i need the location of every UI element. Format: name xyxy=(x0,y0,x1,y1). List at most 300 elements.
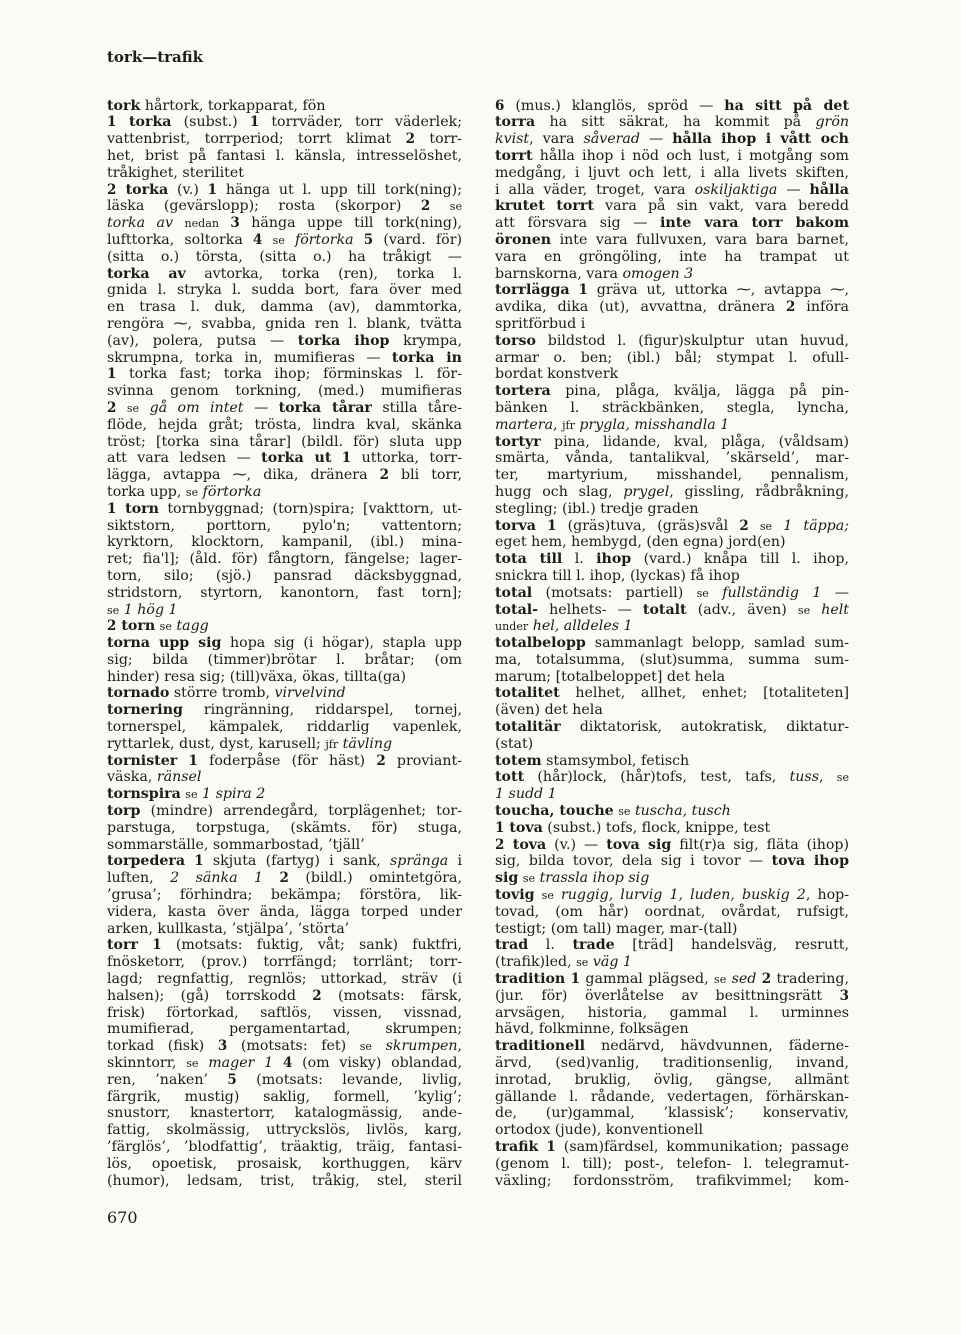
definition-text xyxy=(139,400,149,416)
definition-text: frisk) förtorkad, saftlös, vissen, vissnad, xyxy=(107,1004,462,1021)
cross-reference: tuscha, tusch xyxy=(634,803,731,820)
cross-reference: sed xyxy=(731,971,757,988)
dictionary-line xyxy=(107,736,462,753)
entry-headword: tradition xyxy=(495,971,566,988)
definition-text xyxy=(273,1055,283,1071)
definition-text: (stat) xyxy=(495,735,534,752)
definition-text: flöde, hejda gråt; trösta, lindra kval, skänka xyxy=(107,416,462,433)
dictionary-line xyxy=(107,585,462,602)
sense-number: 3 xyxy=(839,987,849,1004)
dictionary-line xyxy=(495,568,849,585)
definition-text: luften, xyxy=(107,870,171,887)
bold-phrase: torrt xyxy=(495,147,533,164)
definition-text: hålla ihop i nöd och lust, i motgång som xyxy=(532,147,849,164)
bold-phrase: hålla ihop i vått och xyxy=(672,131,849,148)
dictionary-line xyxy=(495,366,849,383)
dictionary-line xyxy=(107,148,462,165)
reference-label: se xyxy=(186,1057,199,1071)
entry-headword: tornering xyxy=(107,702,183,719)
dictionary-line xyxy=(107,467,462,484)
cross-reference: 2 sänka 1 xyxy=(170,870,264,887)
dictionary-line xyxy=(107,215,462,232)
entry-headword: tortera xyxy=(495,383,551,400)
dictionary-line xyxy=(107,400,462,417)
definition-text: växling; fordonsström, trafikvimmel; kom- xyxy=(495,1172,849,1189)
dictionary-line xyxy=(107,669,462,686)
definition-text: (mindre) arrendegård, torplägenhet; tor- xyxy=(140,803,462,820)
dictionary-line xyxy=(495,299,849,316)
dictionary-line xyxy=(495,450,849,467)
entry-headword: trade xyxy=(572,937,615,954)
dictionary-line xyxy=(495,870,849,887)
dictionary-line xyxy=(495,165,849,182)
bold-phrase: öronen xyxy=(495,231,552,248)
definition-text: tråkighet, sterilitet xyxy=(107,164,244,181)
reference-label: se xyxy=(159,620,172,634)
dictionary-line xyxy=(107,820,462,837)
definition-text: större tromb, xyxy=(169,685,275,702)
dictionary-line xyxy=(495,518,849,535)
dictionary-line xyxy=(495,719,849,736)
bold-phrase: sig xyxy=(495,870,519,887)
cross-reference: gå om intet xyxy=(149,399,244,416)
definition-text: (bildl.) omintetgöra, xyxy=(288,870,463,887)
sense-number: 2 xyxy=(107,399,117,416)
definition-text: bli torr, xyxy=(388,467,462,484)
sense-number: 6 xyxy=(495,97,505,114)
definition-text: tornerspel, kämpalek, riddarlig vapenlek, xyxy=(107,719,462,736)
bold-phrase: tova sig xyxy=(606,836,672,853)
definition-text xyxy=(331,450,341,466)
definition-text: l. xyxy=(528,937,573,954)
dictionary-line xyxy=(107,837,462,854)
dictionary-line xyxy=(495,182,849,199)
bold-phrase: ihop xyxy=(596,551,632,568)
definition-text: halsen); (gå) torrskodd xyxy=(107,987,313,1004)
definition-text: färgrik, mustig) saklig, formell, ’kylig’; xyxy=(107,1088,462,1105)
dictionary-line xyxy=(495,635,849,652)
definition-text: hänga ut l. upp till tork(ning); xyxy=(217,181,462,198)
definition-text: kyrktorn, klocktorn, kampanil, (ibl.) mina- xyxy=(107,534,462,551)
definition-text: vattenbrist, torrperiod; torrt klimat xyxy=(107,131,406,148)
definition-text xyxy=(138,937,152,953)
dictionary-line xyxy=(107,853,462,870)
dictionary-line xyxy=(107,870,462,887)
definition-text: läska (gevärslopp); rosta (skorpor) xyxy=(107,198,421,215)
definition-text: snustorr, knastertorr, katalogmässig, ande- xyxy=(107,1105,462,1122)
dictionary-line xyxy=(495,803,849,820)
sense-number: 2 xyxy=(420,198,431,215)
definition-text: l. xyxy=(562,551,597,568)
definition-text: helhets- — xyxy=(538,601,643,618)
definition-text: foderpåse (för häst) xyxy=(197,752,377,769)
dictionary-line xyxy=(495,904,849,921)
entry-headword: toucha, touche xyxy=(495,803,614,820)
dictionary-line xyxy=(107,635,462,652)
definition-text: skjuta (fartyg) i sank, xyxy=(203,853,390,870)
dictionary-line xyxy=(495,769,849,786)
definition-text: (även) det hela xyxy=(495,702,603,719)
bold-phrase: krutet torrt xyxy=(495,198,594,215)
definition-text: ren, ’naken’ xyxy=(107,1071,228,1088)
dictionary-line xyxy=(107,1105,462,1122)
definition-text: filt(r)a sig, fläta (ihop) xyxy=(671,836,849,853)
definition-text xyxy=(173,215,184,231)
cross-reference: hel, alldeles 1 xyxy=(532,618,633,635)
definition-text xyxy=(354,232,364,248)
definition-text: att vara ledsen — xyxy=(107,450,262,467)
dictionary-line xyxy=(107,333,462,350)
dictionary-line xyxy=(495,786,849,803)
dictionary-line xyxy=(107,316,462,333)
dictionary-line xyxy=(107,1139,462,1156)
entry-headword: torso xyxy=(495,332,536,349)
dictionary-line xyxy=(107,618,462,635)
dictionary-line xyxy=(107,266,462,283)
dictionary-line xyxy=(495,198,849,215)
dictionary-line xyxy=(495,131,849,148)
dictionary-line xyxy=(495,383,849,400)
dictionary-line xyxy=(495,937,849,954)
definition-text: uttorka, torr- xyxy=(351,450,463,467)
definition-text: het, brist på fantasi l. känsla, intresselöshet, xyxy=(107,147,462,164)
dictionary-line xyxy=(495,434,849,451)
reference-label: se xyxy=(272,233,285,247)
definition-text: de, (ur)gammal, ’klassisk’; konservativ, xyxy=(495,1105,849,1122)
sense-number: 1 xyxy=(547,517,557,534)
definition-text: (genom l. till); post-, telefon- l. telegramut- xyxy=(495,1155,849,1172)
definition-text xyxy=(177,753,188,769)
dictionary-line xyxy=(495,669,849,686)
dictionary-line xyxy=(495,702,849,719)
entry-headword: trafik xyxy=(495,1139,539,1155)
definition-text: , gissling, rådbråkning, xyxy=(669,483,849,500)
sense-number: 1 xyxy=(249,114,260,131)
entry-headword: tork xyxy=(107,97,141,114)
dictionary-line xyxy=(495,921,849,938)
cross-reference: väg 1 xyxy=(592,954,632,971)
definition-text: barnskorna, vara xyxy=(495,265,623,282)
sense-number: 2 xyxy=(495,836,505,853)
sense-number: 4 xyxy=(282,1055,293,1072)
dictionary-line xyxy=(495,988,849,1005)
cross-reference: tuss xyxy=(789,769,819,786)
entry-headword: torrlägga xyxy=(495,282,570,299)
definition-text: stridstorn, styrtorn, kanontorn, fast torn]; xyxy=(107,584,462,601)
reference-label: se xyxy=(449,200,462,214)
bold-phrase: torka in xyxy=(391,349,462,366)
definition-text: snickra till l. ihop, (lyckas) få ihop xyxy=(495,567,740,584)
definition-text xyxy=(198,1055,208,1071)
dictionary-line xyxy=(495,971,849,988)
definition-text: testigt; (om tall) mager, mar-(tall) xyxy=(495,920,738,937)
entry-headword: torna upp sig xyxy=(107,635,222,652)
sense-number: 1 xyxy=(107,366,117,383)
reference-label: se xyxy=(576,956,589,970)
dictionary-line xyxy=(107,232,462,249)
definition-text xyxy=(772,518,783,534)
reference-label: jfr xyxy=(562,418,575,432)
definition-text: stamsymbol, fetisch xyxy=(541,752,690,769)
definition-text: (sam)färdsel, kommunikation; passage xyxy=(555,1139,849,1155)
sense-number: 2 xyxy=(107,618,117,635)
definition-text xyxy=(749,518,760,534)
cross-reference: 1 spira 2 xyxy=(202,786,266,803)
dictionary-line xyxy=(107,1005,462,1022)
cross-reference: oskiljaktiga xyxy=(694,181,778,198)
dictionary-line xyxy=(495,585,849,602)
dictionary-line xyxy=(107,534,462,551)
definition-text xyxy=(810,602,821,618)
dictionary-line xyxy=(495,753,849,770)
dictionary-line xyxy=(107,434,462,451)
dictionary-line xyxy=(107,904,462,921)
sense-number: 4 xyxy=(253,231,263,248)
definition-text: fnösketorr, (prov.) torrfängd; torrlänt; torr- xyxy=(107,954,462,971)
reference-label: se xyxy=(797,603,811,617)
definition-text: helhet, allhet, enhet; [totaliteten] xyxy=(559,685,849,702)
definition-text: , xyxy=(818,769,837,786)
dictionary-line xyxy=(107,1122,462,1139)
sense-number: 2 xyxy=(761,971,772,988)
definition-text: arvsägen, historia, gammal l. urminnes xyxy=(495,1004,849,1021)
sense-number: 2 xyxy=(279,870,289,887)
dictionary-line xyxy=(495,232,849,249)
sense-number: 1 xyxy=(207,181,218,198)
definition-text: införa xyxy=(795,299,849,316)
cross-reference: kvist xyxy=(495,131,530,148)
definition-text: videra, kasta över ända, lägga torped under xyxy=(107,903,462,920)
definition-text: torn, silo; (sjö.) pansrad däcksbyggnad, xyxy=(107,567,462,584)
dictionary-line xyxy=(107,937,462,954)
sense-number: 1 xyxy=(107,114,117,131)
definition-text: (mus.) klanglös, spröd — xyxy=(504,97,725,114)
dictionary-line xyxy=(495,652,849,669)
dictionary-line xyxy=(495,837,849,854)
sense-number: 1 xyxy=(341,450,352,467)
definition-text: gammal plägsed, xyxy=(580,971,715,988)
definition-text: tröst; [torka sina tårar] (bildl. för) sluta upp xyxy=(107,433,462,450)
definition-text: lös, opoetisk, prosaisk, korthuggen, kärv xyxy=(107,1155,462,1172)
entry-headword: tova xyxy=(504,836,547,853)
dictionary-line xyxy=(495,114,849,131)
definition-text: tradering, xyxy=(771,971,849,988)
dictionary-line xyxy=(495,618,849,635)
dictionary-line xyxy=(107,602,462,619)
definition-text: smärta, vånda, tantalikval, ’skärseld’, mar- xyxy=(495,450,849,467)
definition-text: torrväder, torr väderlek; xyxy=(259,114,462,131)
definition-text: rengöra ⁓, svabba, gnida ren l. blank, tvätta xyxy=(107,315,462,332)
definition-text: armar o. ben; (ibl.) bål; stympat l. ofull- xyxy=(495,349,849,366)
dictionary-line xyxy=(495,1005,849,1022)
definition-text: (motsats: partiell) xyxy=(532,584,697,601)
definition-text: torka upp, xyxy=(107,483,186,500)
definition-text xyxy=(570,282,579,298)
definition-text: — xyxy=(821,584,849,601)
definition-text: (motsats: fet) xyxy=(227,1038,360,1055)
definition-text: sommarställe, sommarbostad, ’tjäll’ xyxy=(107,836,365,853)
dictionary-line xyxy=(107,786,462,803)
dictionary-line xyxy=(107,652,462,669)
dictionary-line xyxy=(107,1173,462,1190)
definition-text: torr- xyxy=(415,131,462,148)
definition-text: ryttarlek, dust, dyst, karusell; xyxy=(107,735,326,752)
definition-text: bänken l. sträckbänken, stegla, lyncha, xyxy=(495,399,849,416)
definition-text: , vara xyxy=(529,131,584,148)
definition-text: lufttorka, soltorka xyxy=(107,231,253,248)
definition-text: , xyxy=(457,1038,463,1055)
dictionary-line xyxy=(495,282,849,299)
reference-label: se xyxy=(126,401,140,415)
sense-number: 2 xyxy=(379,467,389,484)
sense-number: 2 xyxy=(785,299,796,316)
definition-text: bildstod l. (figur)skulptur utan huvud, xyxy=(535,332,849,349)
cross-reference: martera xyxy=(495,416,554,433)
definition-text xyxy=(535,887,542,903)
definition-text xyxy=(285,232,295,248)
entry-headword: torva xyxy=(495,517,536,534)
definition-text: (v.) — xyxy=(546,836,607,853)
dictionary-line xyxy=(107,198,462,215)
cross-reference: grön xyxy=(815,114,849,131)
definition-text: en trasa l. duk, damma (av), dammtorka, xyxy=(107,299,462,316)
definition-text: diktatorisk, autokratisk, diktatur- xyxy=(560,719,849,736)
dictionary-line xyxy=(107,1156,462,1173)
definition-text: — xyxy=(243,399,279,416)
cross-reference: skrumpen xyxy=(385,1038,458,1055)
dictionary-line xyxy=(495,1089,849,1106)
definition-text: gällande l. rådande, vedertagen, förhärskan- xyxy=(495,1088,849,1105)
definition-text: gnida l. stryka l. sudda bort, fara över med xyxy=(107,282,462,299)
entry-headword: torpedera xyxy=(107,853,186,870)
bold-phrase: total- xyxy=(495,601,539,618)
definition-text: (vard. för) xyxy=(373,231,463,248)
cross-reference: omogen 3 xyxy=(622,265,694,282)
definition-text: tornbyggnad; (torn)spira; [vakttorn, ut- xyxy=(158,500,463,517)
dictionary-line xyxy=(107,1021,462,1038)
dictionary-line xyxy=(495,1055,849,1072)
definition-text: [träd] handelsväg, resrutt, xyxy=(614,937,849,954)
definition-text: ärvd, (sed)vanlig, traditionsenlig, invand, xyxy=(495,1055,849,1072)
reference-label: se xyxy=(618,805,631,819)
dictionary-line xyxy=(495,736,849,753)
entry-headword: totalitet xyxy=(495,685,560,702)
definition-text: spritförbud i xyxy=(495,315,586,332)
dictionary-line xyxy=(495,501,849,518)
sense-number: 3 xyxy=(217,1038,228,1055)
definition-text: hugg och slag, xyxy=(495,483,624,500)
definition-text: marum; [totalbeloppet] det hela xyxy=(495,668,726,685)
definition-text: ter, martyrium, misshandel, pennalism, xyxy=(495,467,849,484)
definition-text: (hår)lock, (hår)tofs, test, tafs, xyxy=(524,769,790,786)
definition-text: (jur. för) överlåtelse av besittningsrätt xyxy=(495,987,840,1004)
definition-text: ’grusa’; förhindra; bekämpa; förstöra, lik- xyxy=(107,887,462,904)
definition-text: sammanlagt belopp, samlad sum- xyxy=(585,635,849,652)
definition-text: (motsats: fuktig, våt; sank) fuktfri, xyxy=(161,937,463,954)
definition-text: lägga, avtappa ⁓, dika, dränera xyxy=(107,467,380,484)
definition-text: ret; fia'l]; (åld. för) fångtorn, fängelse; lager- xyxy=(107,551,462,568)
dictionary-line xyxy=(107,299,462,316)
definition-text: skrumpna, torka in, mumifieras — xyxy=(107,349,392,366)
bold-phrase: torka tårar xyxy=(278,399,372,416)
sense-number: 1 xyxy=(107,500,117,517)
dictionary-line xyxy=(107,753,462,770)
definition-text xyxy=(430,198,450,214)
dictionary-line xyxy=(107,568,462,585)
dictionary-line xyxy=(107,702,462,719)
definition-text: (humor), ledsam, trist, tråkig, stel, steril xyxy=(107,1172,462,1189)
dictionary-line xyxy=(107,249,462,266)
entry-headword: totem xyxy=(495,752,542,769)
cross-reference: spränga xyxy=(389,853,449,870)
definition-text: sig; bilda (timmer)brötar l. bråtar; (om xyxy=(107,651,462,668)
sense-number: 1 xyxy=(570,971,581,988)
definition-text: mumifierad, pergamentartad, skrumpen; xyxy=(107,1021,462,1038)
dictionary-line xyxy=(495,954,849,971)
page-number: 670 xyxy=(107,1208,138,1227)
dictionary-line xyxy=(495,1122,849,1139)
definition-text: proviant- xyxy=(385,752,462,769)
dictionary-line xyxy=(495,249,849,266)
dictionary-line xyxy=(107,921,462,938)
definition-text: , hop- xyxy=(805,887,849,904)
definition-text: lagd; regnfattig, regnlös; uttorkad, sträv (i xyxy=(107,971,462,988)
cross-reference: tävling xyxy=(342,735,393,752)
definition-text: hävd, folkminne, folksägen xyxy=(495,1021,689,1038)
entry-headword: tornister xyxy=(107,752,178,769)
dictionary-line xyxy=(495,602,849,619)
definition-text: bordat konstverk xyxy=(495,366,619,383)
definition-text: ringränning, riddarspel, tornej, xyxy=(182,702,462,719)
dictionary-line xyxy=(107,518,462,535)
sense-number: 5 xyxy=(227,1071,237,1088)
definition-text xyxy=(116,400,126,416)
bold-phrase: inte vara torr bakom xyxy=(660,215,849,232)
cross-reference: förtorka xyxy=(202,483,262,500)
dictionary-line xyxy=(495,820,849,837)
definition-text: pina, plåga, kvälja, lägga på pin- xyxy=(550,383,849,400)
entry-headword: total xyxy=(495,584,533,601)
definition-text: hopa sig (i högar), stapla upp xyxy=(221,635,462,652)
reference-label: se xyxy=(541,889,554,903)
definition-text: ha sitt säkrat, ha kommit på xyxy=(535,114,816,131)
dictionary-line xyxy=(495,1156,849,1173)
entry-headword: tornado xyxy=(107,685,170,702)
definition-text: (gräs)tuva, (gräs)svål xyxy=(556,517,740,534)
dictionary-line xyxy=(107,383,462,400)
definition-text: (subst.) xyxy=(171,114,250,131)
dictionary-line xyxy=(107,165,462,182)
dictionary-line xyxy=(495,1105,849,1122)
dictionary-line xyxy=(107,887,462,904)
definition-text: (motsats: färsk, xyxy=(321,987,462,1004)
definition-text: torkad (fisk) xyxy=(107,1038,218,1055)
entry-headword: torr xyxy=(107,937,138,954)
definition-text: avtorka, torka (ren), torka l. xyxy=(185,265,463,282)
reference-label: se xyxy=(759,519,773,533)
definition-text: (v.) xyxy=(168,181,208,198)
cross-reference: ruggig, lurvig 1, luden, buskig 2 xyxy=(561,887,806,904)
dictionary-line xyxy=(107,366,462,383)
entry-headword: trad xyxy=(495,937,529,954)
sense-number: 3 xyxy=(230,215,240,232)
cross-reference: mager 1 xyxy=(208,1055,274,1072)
reference-label: se xyxy=(522,872,536,886)
dictionary-line xyxy=(107,501,462,518)
definition-text: krympa, xyxy=(389,332,462,349)
definition-text xyxy=(219,215,230,231)
definition-text: hårtork, torkapparat, fön xyxy=(140,97,326,114)
